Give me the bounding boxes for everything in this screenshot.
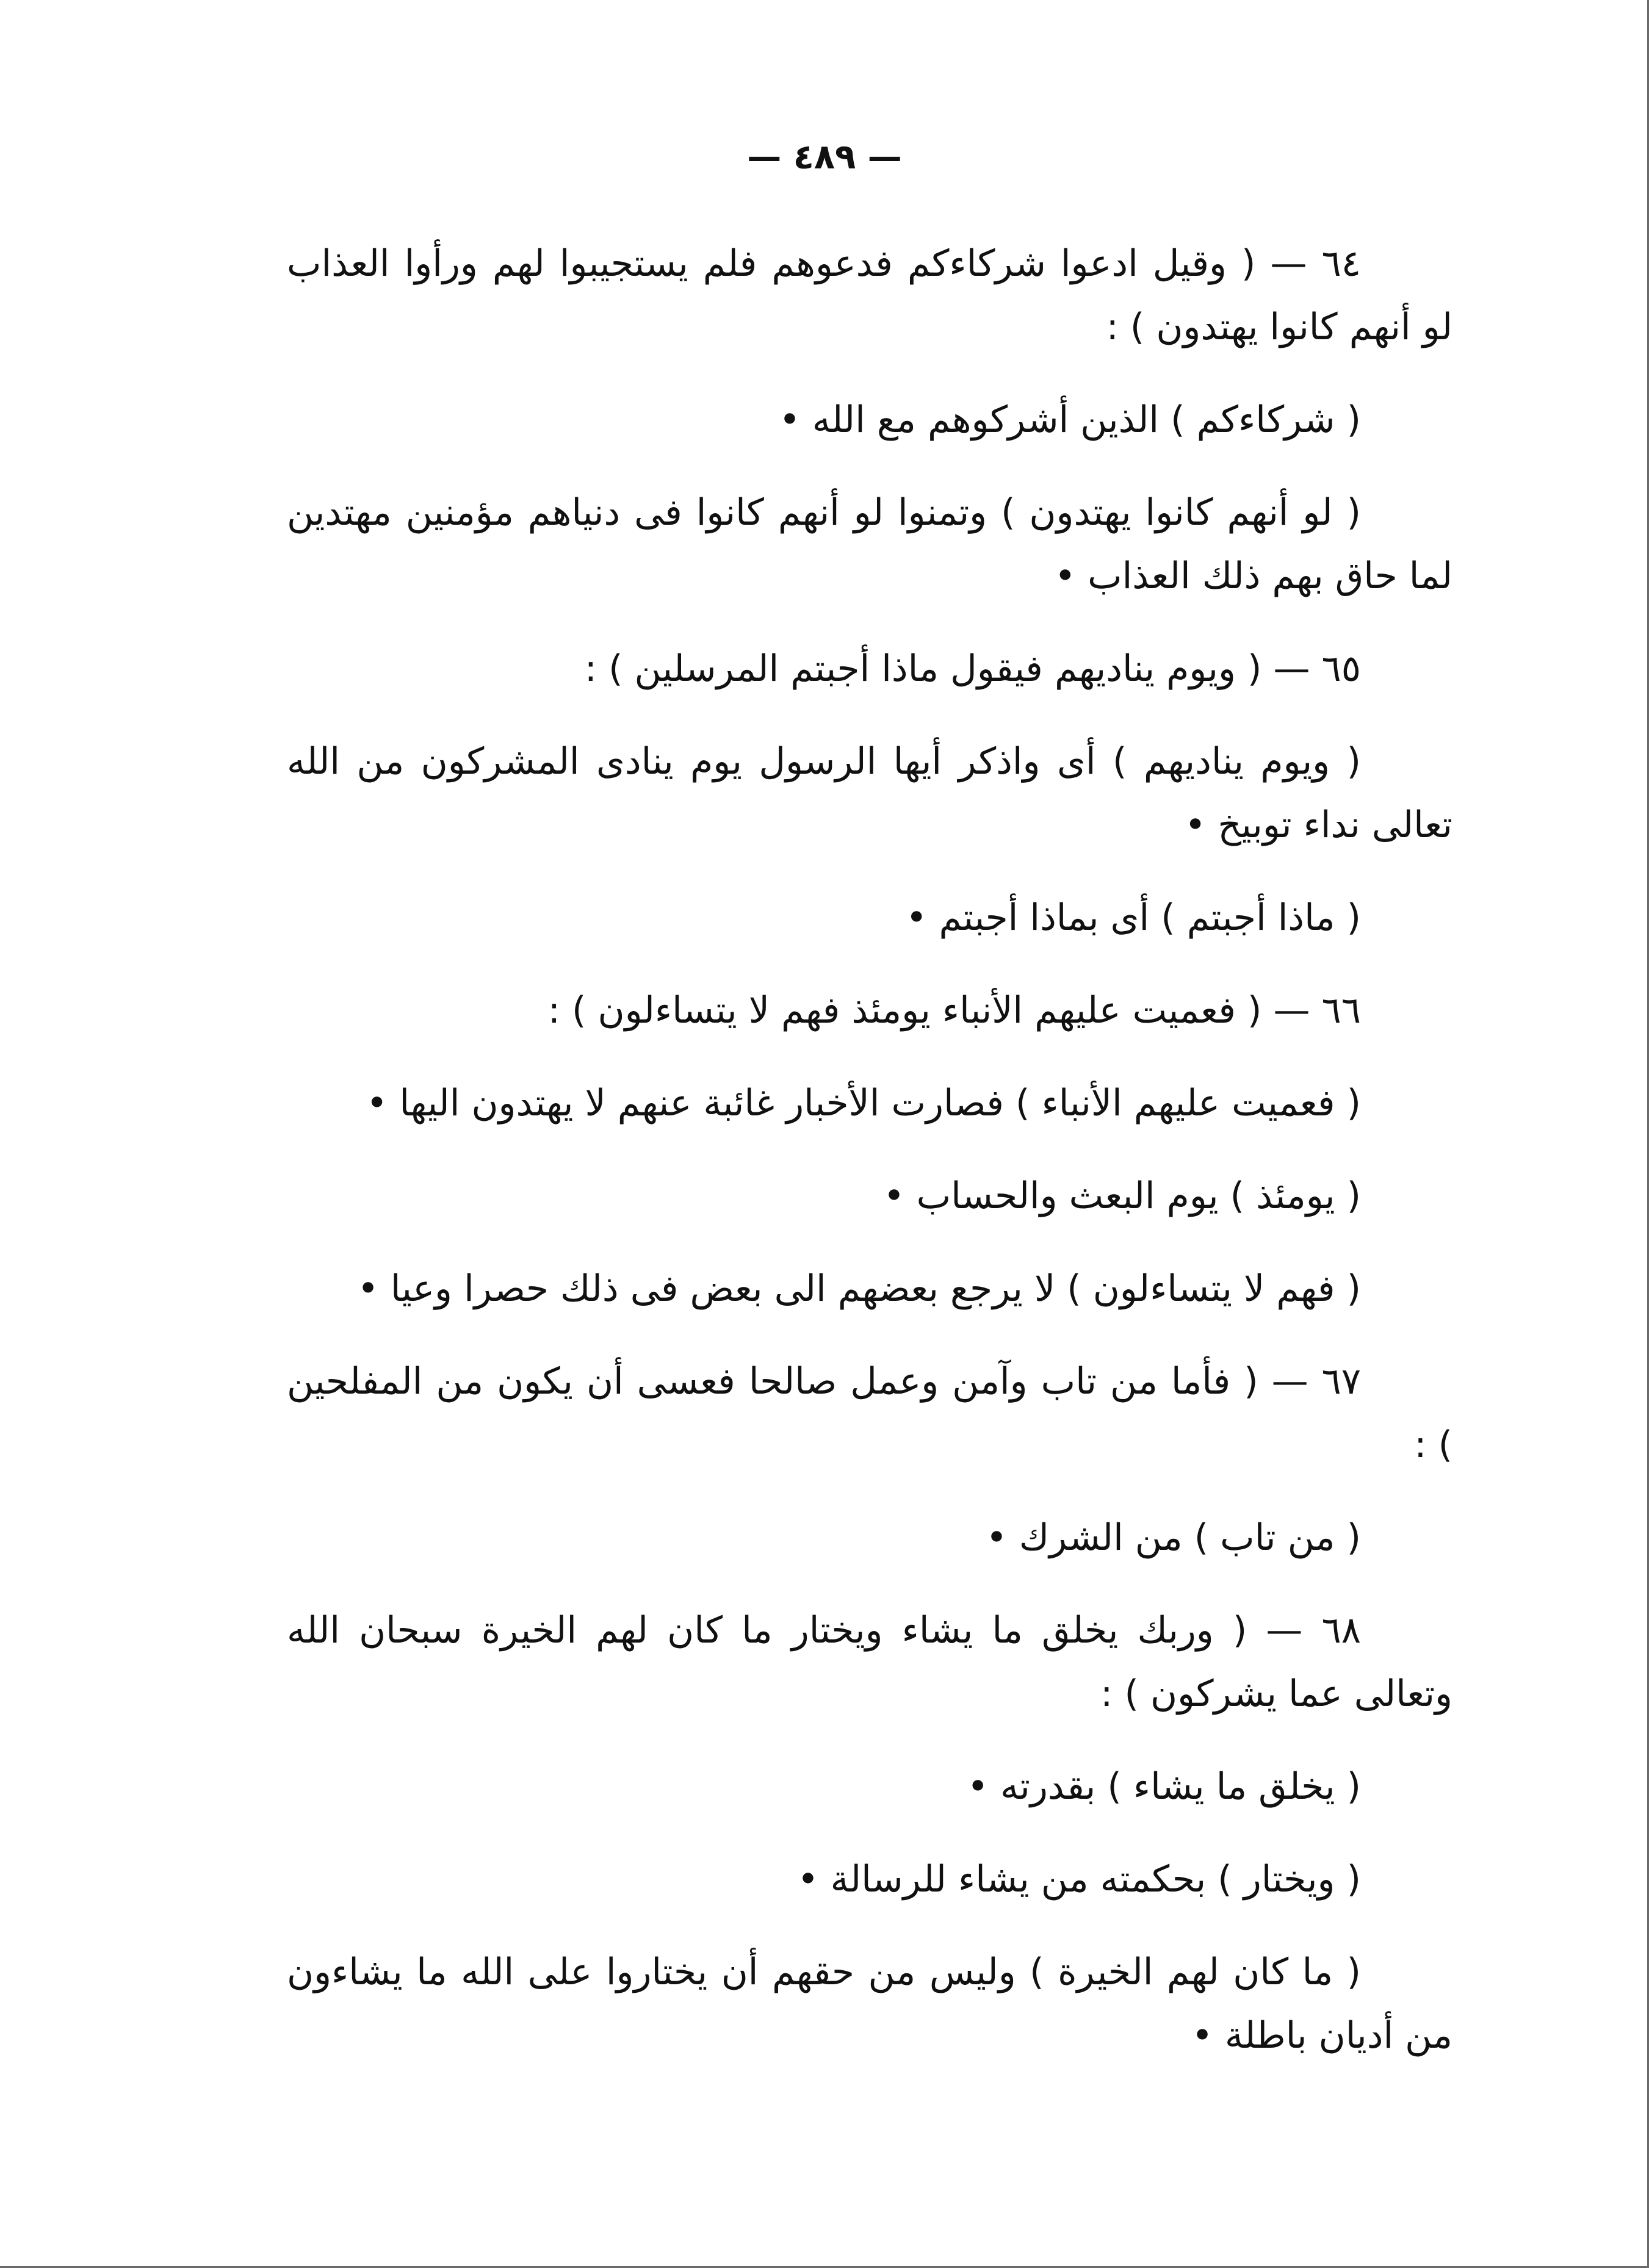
paragraph-commentary: ( ويختار ) بحكمته من يشاء للرسالة • <box>797 1858 1361 1901</box>
paragraph-commentary: ( من تاب ) من الشرك • <box>986 1516 1361 1559</box>
page-number: — ٤٨٩ — <box>747 137 902 177</box>
paragraph-commentary: ( يخلق ما يشاء ) بقدرته • <box>967 1765 1361 1808</box>
paragraph-verse-65: ٦٥ — ( ويوم يناديهم فيقول ماذا أجبتم المرسلين ) : <box>584 647 1361 690</box>
paragraph-verse-67: ٦٧ — ( فأما من تاب وآمن وعمل صالحا فعسى أن يكون من المفلحين ) : <box>287 1360 1452 1466</box>
paragraph-verse-64: ٦٤ — ( وقيل ادعوا شركاءكم فدعوهم فلم يستجيبوا لهم ورأوا العذاب لو أنهم كانوا يهتدون ) : <box>287 242 1452 348</box>
paragraph-commentary: ( يومئذ ) يوم البعث والحساب • <box>883 1175 1361 1217</box>
text-body <box>287 232 1452 2097</box>
paragraph-commentary: ( لو أنهم كانوا يهتدون ) وتمنوا لو أنهم كانوا فى دنياهم مؤمنين مهتدين لما حاق بهم ذلك العذاب • <box>287 491 1452 597</box>
paragraph-commentary: ( ما كان لهم الخيرة ) وليس من حقهم أن يختاروا على الله ما يشاءون من أديان باطلة • <box>287 1951 1452 2057</box>
paragraph-commentary: ( ماذا أجبتم ) أى بماذا أجبتم • <box>905 896 1361 939</box>
paragraph-commentary: ( ويوم يناديهم ) أى واذكر أيها الرسول يوم ينادى المشركون من الله تعالى نداء توبيخ • <box>287 740 1452 846</box>
paragraph-commentary: ( شركاءكم ) الذين أشركوهم مع الله • <box>779 398 1361 441</box>
paragraph-commentary: ( فهم لا يتساءلون ) لا يرجع بعضهم الى بعض فى ذلك حصرا وعيا • <box>357 1267 1361 1310</box>
paragraph-commentary: ( فعميت عليهم الأنباء ) فصارت الأخبار غائبة عنهم لا يهتدون اليها • <box>366 1082 1361 1125</box>
paragraph-verse-66: ٦٦ — ( فعميت عليهم الأنباء يومئذ فهم لا يتساءلون ) : <box>547 989 1361 1032</box>
paragraph-verse-68: ٦٨ — ( وربك يخلق ما يشاء ويختار ما كان لهم الخيرة سبحان الله وتعالى عما يشركون ) : <box>287 1609 1452 1715</box>
